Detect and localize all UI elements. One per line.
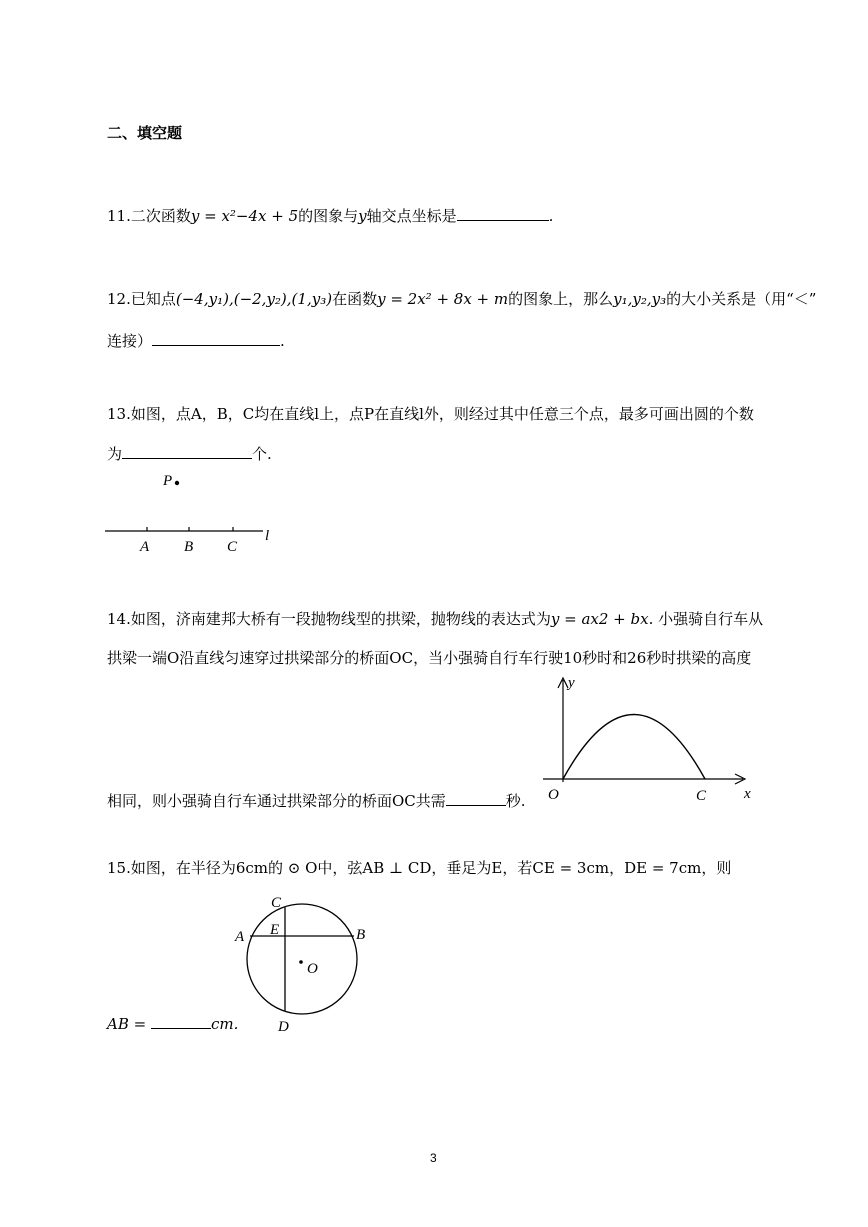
q15-text-1: 如图，在半径为6cm的 ⊙ O中，弦AB ⊥ CD，垂足为E，若CE = 3cm，DE = 7cm，则 (130, 859, 732, 877)
q12-text-2: 在函数 (332, 290, 378, 308)
q11-text-1: 二次函数 (130, 207, 191, 225)
q14-line3-pre: 相同，则小强骑自行车通过拱梁部分的桥面OC共需 (107, 792, 446, 810)
q14-text-2: 拱梁一端O沿直线匀速穿过拱梁部分的桥面OC，当小强骑自行车行驶10秒时和26秒时拱梁的高度 (107, 649, 752, 667)
q11-number: 11. (107, 207, 131, 225)
q11-answer-blank[interactable] (457, 206, 549, 221)
q13-label-l: l (265, 528, 270, 544)
q14-label-c: C (696, 788, 707, 804)
section-title: 二、填空题 (107, 124, 183, 142)
q13-point-p (175, 481, 179, 485)
q11-function: y = x²−4x + 5 (190, 207, 299, 225)
question-12-line-1 (107, 288, 816, 309)
q14-answer-blank[interactable] (446, 791, 506, 806)
q12-vars: y₁,y₂,y₃ (613, 290, 667, 308)
q14-label-x: x (744, 786, 751, 802)
q13-label-p: P (163, 473, 173, 489)
page-number: 3 (430, 1151, 437, 1165)
q15-ans-pre: AB = (107, 1015, 151, 1033)
question-11 (107, 205, 553, 226)
q12-text-4: 的大小关系是（用“＜” (666, 290, 817, 308)
question-13-line-2 (107, 443, 272, 464)
question-14-line-2 (107, 647, 751, 668)
q12-answer-blank[interactable] (152, 331, 280, 346)
q13-figure (100, 465, 300, 560)
q12-line2-text: 连接） (107, 332, 153, 350)
q12-points: (−4,y₁),(−2,y₂),(1,y₃) (175, 290, 333, 308)
q13-label-b: B (184, 539, 194, 555)
q12-text-3: 的图象上，那么 (508, 290, 614, 308)
q15-label-e: E (270, 922, 280, 938)
q14-number: 14. (107, 610, 131, 628)
q11-y-var: y (358, 207, 367, 225)
q13-text-1: 如图，点A，B，C均在直线l上，点P在直线l外，则经过其中任意三个点，最多可画出圆的个数 (130, 405, 754, 423)
q15-circle (247, 904, 357, 1014)
q15-center-dot (299, 960, 303, 964)
q15-label-o: O (307, 961, 318, 977)
q15-answer-blank[interactable] (151, 1014, 211, 1029)
q13-label-a: A (140, 539, 150, 555)
q15-label-a: A (235, 929, 245, 945)
q14-text-1-end: . 小强骑自行车从 (648, 610, 764, 628)
q14-figure (538, 670, 758, 810)
q12-text-1: 已知点 (130, 290, 176, 308)
q11-text-3: 轴交点坐标是 (366, 207, 457, 225)
q15-label-d: D (278, 1019, 289, 1035)
q14-parabola (563, 715, 705, 780)
q11-text-2: 的图象与 (298, 207, 359, 225)
q15-number: 15. (107, 859, 131, 877)
q12-end: . (280, 332, 285, 350)
question-12-line-2 (107, 330, 285, 351)
q13-line2-pre: 为 (107, 445, 123, 463)
q12-number: 12. (107, 290, 131, 308)
q14-text-1: 如图，济南建邦大桥有一段抛物线型的拱梁，抛物线的表达式为 (130, 610, 551, 628)
question-14-line-1 (107, 608, 763, 629)
question-13-line-1 (107, 403, 754, 424)
q13-label-c: C (227, 539, 238, 555)
q15-figure (225, 888, 385, 1043)
question-15-answer-line (107, 1014, 238, 1033)
q13-number: 13. (107, 405, 131, 423)
q14-line3-post: 秒. (505, 792, 526, 810)
q14-label-y: y (568, 675, 575, 691)
q14-function: y = ax2 + bx (550, 610, 649, 628)
q12-function: y = 2x² + 8x + m (377, 290, 509, 308)
q11-end: . (548, 207, 554, 225)
question-15-line-1 (107, 857, 731, 878)
q13-answer-blank[interactable] (122, 444, 252, 459)
q14-label-o: O (548, 787, 559, 803)
q13-line2-post: 个. (252, 445, 272, 463)
q15-label-b: B (356, 927, 366, 943)
q15-label-c: C (271, 895, 282, 911)
q15-ans-post: cm. (210, 1015, 239, 1033)
question-14-line-3 (107, 790, 526, 811)
